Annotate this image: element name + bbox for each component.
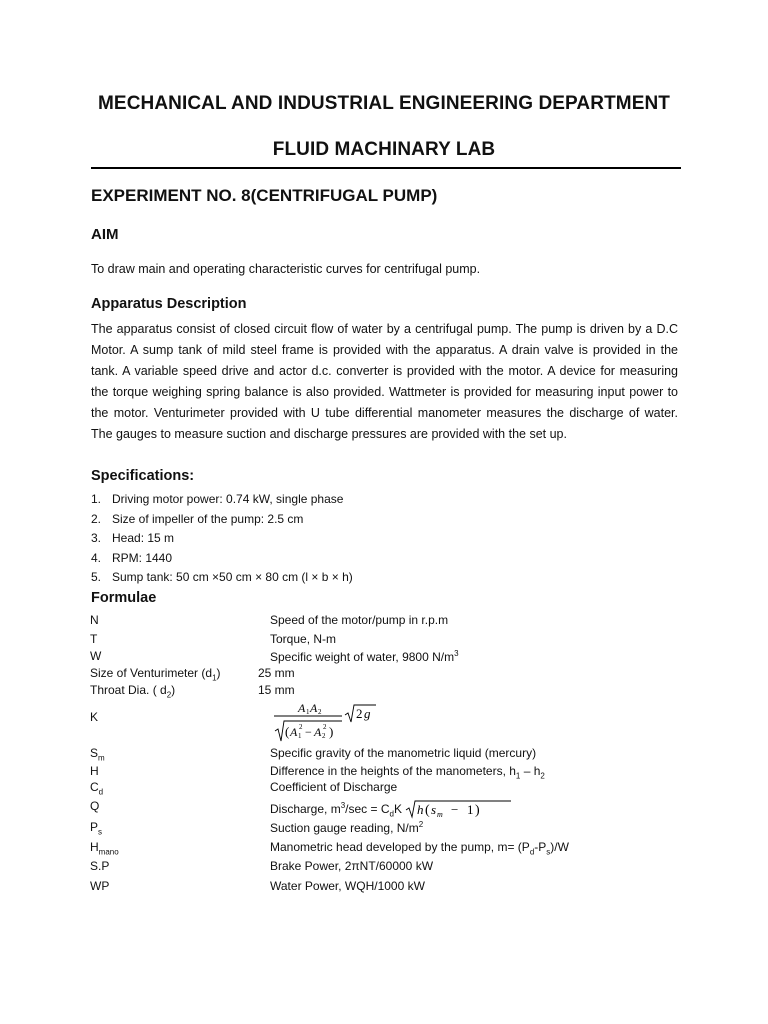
svg-text:A: A <box>310 701 318 715</box>
aim-text: To draw main and operating characteristic curves for centrifugal pump. <box>91 262 481 276</box>
spec-item: 1. Driving motor power: 0.74 kW, single phase <box>91 492 344 506</box>
svg-text:2: 2 <box>318 708 322 716</box>
k-formula-equation <box>272 699 382 745</box>
svg-text:A: A <box>314 725 322 739</box>
apparatus-text: The apparatus consist of closed circuit flow of water by a centrifugal pump. The pump is driven by a D.C Motor. A sump tank of mild steel frame is provided with the apparatus. A drain valve is provided in the tank. A variable speed drive and actor d.c. converter is provided with the motor. A device for measuring the torque weighing spring balance is also provided. Wattmeter is provided for measuring input power to the motor. Venturimeter provided with U tube differential manometer measures the discharge of water. The gauges to measure suction and discharge pressures are provided with the set up. <box>91 322 678 441</box>
specifications-list <box>91 490 353 588</box>
lab-title: FLUID MACHINARY LAB <box>272 139 496 160</box>
document-page: MECHANICAL AND INDUSTRIAL ENGINEERING DEPARTMENT FLUID MACHINARY LAB EXPERIMENT NO. 8(CENTRIFUGAL PUMP) AIM To draw main and operating characteristic curves for centrifugal pump. Apparatus Description The apparatus consist of closed circuit flow of water by a centrifugal pump. The pump is driven by a D.C Motor. A sump tank of mild steel frame is provided with the apparatus. A drain valve is provided in the tank. A variable speed drive and actor d.c. converter is provided with the motor. A device for measuring the torque weighing spring balance is also provided. Wattmeter is provided for measuring input power to the motor. Venturimeter provided with U tube differential manometer measures the discharge of water. The gauges to measure suction and discharge pressures are provided with the set up. Specifications: 1. Driving motor power: 0.74 kW, single phase 2. Size of impeller of the pump: 2.5 cm 3. Head: 15 m 4. RPM: 1440 5. Sump tank: 50 cm ×50 cm × 80 cm (l × b × h) Formulae N Speed of the motor/pump in r.p.m T Torque, N-m W Specific weight of water, 9800 $N/m^3$ Size of Venturimeter $(d_1)$ 25 mm Throat Dia. ( $d_2$) 15 mm K A 1 A 2 ( A 1 2 − A 2 2 ) 2 g $S_m$ Specific gravity of the manometric liquid (mercury) H Difference in the heights of the manometers, $h_1 - h_2$ $C_d$ Coefficient of Discharge Q Discharge, $m^3/\sec = C_dK$ h ( s m − 1 ) $P_s$ Suction gauge reading, $N/m^2$ $H_{mano}$ Manometric head developed by the pump, $m= (P_d-P_s)/W$ S.P Brake Power, 2πNT/60000 kW WP Water Power, WQH/1000 kW <box>0 0 768 1024</box>
svg-text:1: 1 <box>298 732 302 740</box>
svg-text:2: 2 <box>356 706 363 721</box>
svg-text:2: 2 <box>323 723 327 731</box>
svg-text:2: 2 <box>322 732 326 740</box>
header-divider <box>91 167 681 169</box>
formulae-heading: Formulae <box>91 590 157 606</box>
svg-text:1: 1 <box>467 802 474 817</box>
q-sqrt-expression <box>405 799 513 819</box>
department-title: MECHANICAL AND INDUSTRIAL ENGINEERING DEPARTMENT <box>98 93 670 114</box>
svg-text:m: m <box>437 810 444 819</box>
svg-text:1: 1 <box>306 708 310 716</box>
spec-item: 5. Sump tank: 50 cm ×50 cm × 80 cm (l × b × h) <box>91 570 353 584</box>
svg-text:2: 2 <box>299 723 303 731</box>
svg-text:h: h <box>417 802 424 817</box>
svg-text:A: A <box>298 701 306 715</box>
aim-heading: AIM <box>91 226 119 243</box>
spec-item: 3. Head: 15 m <box>91 531 175 545</box>
svg-text:A: A <box>290 725 298 739</box>
spec-item: 4. RPM: 1440 <box>91 550 173 565</box>
svg-text:(: ( <box>425 803 430 818</box>
experiment-title: EXPERIMENT NO. 8(CENTRIFUGAL PUMP) <box>91 186 438 205</box>
svg-text:(: ( <box>285 724 290 739</box>
apparatus-heading: Apparatus Description <box>91 296 247 312</box>
svg-text:−: − <box>305 725 312 739</box>
svg-text:): ) <box>329 724 334 739</box>
specifications-heading: Specifications: <box>91 468 195 484</box>
svg-text:s: s <box>431 802 437 817</box>
svg-text:g: g <box>364 706 371 721</box>
spec-item: 2. Size of impeller of the pump: 2.5 cm <box>91 511 304 526</box>
svg-text:): ) <box>475 803 480 818</box>
svg-text:−: − <box>451 802 459 817</box>
